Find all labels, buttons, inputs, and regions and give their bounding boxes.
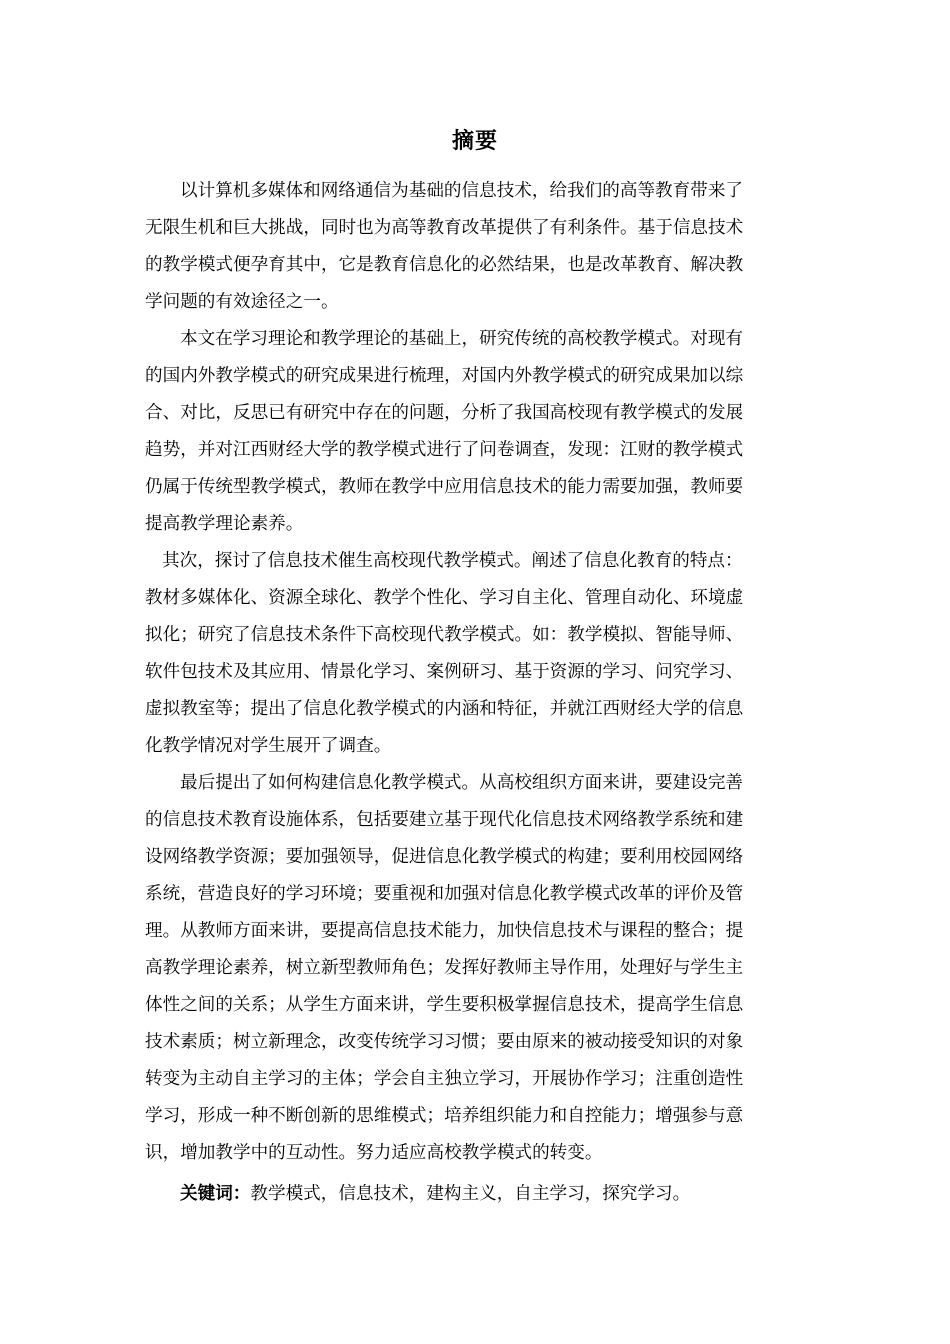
text-line: 化教学情况对学生展开了调查。 — [145, 736, 392, 756]
text-line: 体性之间的关系；从学生方面来讲，学生要积极掌握信息技术，提高学生信息 — [145, 995, 744, 1015]
keywords-label: 关键词： — [180, 1184, 251, 1204]
text-line: 无限生机和巨大挑战，同时也为高等教育改革提供了有利条件。基于信息技术 — [145, 218, 744, 238]
text-line: 趋势，并对江西财经大学的教学模式进行了问卷调查，发现：江财的教学模式 — [145, 440, 744, 460]
page-title: 摘要 — [451, 129, 498, 154]
text-line: 识，增加教学中的互动性。努力适应高校教学模式的转变。 — [145, 1143, 603, 1163]
keywords-line — [145, 1176, 805, 1212]
text-line: 本文在学习理论和教学理论的基础上，研究传统的高校教学模式。对现有 — [180, 329, 744, 349]
text-line: 的教学模式便孕育其中，它是教育信息化的必然结果，也是改革教育、解决教 — [145, 255, 744, 275]
text-line: 软件包技术及其应用、情景化学习、案例研习、基于资源的学习、问究学习、 — [145, 662, 744, 682]
text-line: 虚拟教室等；提出了信息化教学模式的内涵和特征，并就江西财经大学的信息 — [145, 699, 744, 719]
text-line: 以计算机多媒体和网络通信为基础的信息技术，给我们的高等教育带来了 — [180, 181, 744, 201]
text-line: 合、对比，反思已有研究中存在的问题，分析了我国高校现有教学模式的发展 — [145, 403, 744, 423]
text-line: 其次，探讨了信息技术催生高校现代教学模式。阐述了信息化教育的特点： — [162, 551, 743, 571]
text-line: 高教学理论素养，树立新型教师角色；发挥好教师主导作用，处理好与学生主 — [145, 958, 744, 978]
text-line: 拟化；研究了信息技术条件下高校现代教学模式。如：教学模拟、智能导师、 — [145, 625, 744, 645]
keywords-text: 教学模式，信息技术，建构主义，自主学习，探究学习。 — [250, 1184, 691, 1204]
text-line: 最后提出了如何构建信息化教学模式。从高校组织方面来讲，要建设完善 — [180, 773, 744, 793]
text-line: 学问题的有效途径之一。 — [145, 292, 339, 312]
text-line: 设网络教学资源；要加强领导，促进信息化教学模式的构建；要利用校园网络 — [145, 847, 744, 867]
text-line: 学习，形成一种不断创新的思维模式；培养组织能力和自控能力；增强参与意 — [145, 1106, 744, 1126]
text-line: 教材多媒体化、资源全球化、教学个性化、学习自主化、管理自动化、环境虚 — [145, 588, 744, 608]
text-line: 转变为主动自主学习的主体；学会自主独立学习，开展协作学习；注重创造性 — [145, 1069, 744, 1089]
text-line: 理。从教师方面来讲，要提高信息技术能力，加快信息技术与课程的整合；提 — [145, 921, 744, 941]
text-line: 仍属于传统型教学模式，教师在教学中应用信息技术的能力需要加强，教师要 — [145, 477, 744, 497]
text-line: 系统，营造良好的学习环境；要重视和加强对信息化教学模式改革的评价及管 — [145, 884, 744, 904]
text-line: 的信息技术教育设施体系，包括要建立基于现代化信息技术网络教学系统和建 — [145, 810, 744, 830]
text-line: 的国内外教学模式的研究成果进行梳理，对国内外教学模式的研究成果加以综 — [145, 366, 744, 386]
text-line: 提高教学理论素养。 — [145, 514, 304, 534]
text-line: 技术素质；树立新理念，改变传统学习习惯；要由原来的被动接受知识的对象 — [145, 1032, 744, 1052]
